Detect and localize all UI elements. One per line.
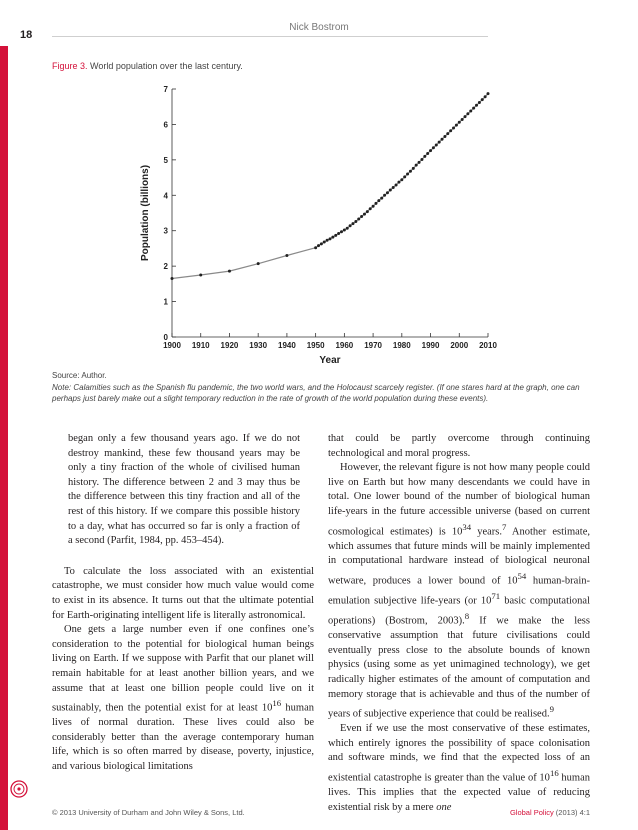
footer-copyright: © 2013 University of Durham and John Wiley & Sons, Ltd. (52, 808, 245, 817)
data-point (369, 207, 372, 210)
data-point (343, 229, 346, 232)
data-point (441, 138, 444, 141)
data-point (469, 109, 472, 112)
x-tick-label: 2000 (450, 341, 469, 350)
figure-label: Figure 3. (52, 61, 88, 71)
x-tick-label: 1900 (163, 341, 181, 350)
y-tick-label: 7 (163, 85, 168, 94)
figure-caption (52, 61, 243, 71)
data-point (354, 220, 357, 223)
running-head: Nick Bostrom (289, 22, 349, 33)
x-tick-label: 1950 (306, 341, 325, 350)
journal-name: Global Policy (509, 808, 554, 817)
data-point (403, 175, 406, 178)
y-tick-label: 4 (163, 191, 168, 201)
population-chart (52, 75, 512, 367)
x-tick-label: 1930 (249, 341, 268, 350)
data-point (334, 234, 337, 237)
data-point (346, 227, 349, 230)
data-point (452, 126, 455, 129)
data-point (363, 213, 366, 216)
x-tick-label: 1940 (278, 341, 296, 350)
data-point (366, 210, 369, 213)
data-point (400, 178, 403, 181)
data-point (329, 237, 332, 240)
data-point (487, 92, 490, 95)
x-tick-label: 1990 (421, 341, 440, 350)
x-tick-label: 1910 (191, 341, 210, 350)
data-point (481, 98, 484, 101)
data-point (392, 186, 395, 189)
data-point (429, 149, 432, 152)
data-point (323, 241, 326, 244)
paragraph: However, the relevant figure is not how many people could live on Earth but how many descendants we could have in total. One lower bound of the number of biological human life-years in the future accessible universe (based on current cosmological estimates) is $10^{34}$ years.$^7$ Another estimate, which assumes that future minds will be mainly implemented in computational hardware instead of biological neuronal wetware, produces a lower bound of $10^{54}$ human-brain-emulation subjective life-years (or $10^{71}$ basic computational operations) (Bostrom, 2003).$^8$ If we make the less conservative assumption that future civilisations could eventually press close to the absolute bounds of known physics (using some as yet unimagined technology), we get radically higher estimates of the amount of computation and memory storage that is achievable and thus of the number of years of subjective experience that could be realised.$^9$ (328, 462, 590, 720)
data-point (389, 188, 392, 191)
x-axis-title: Year (319, 355, 341, 366)
data-point (257, 262, 260, 265)
data-point (412, 167, 415, 170)
x-tick-label: 1920 (220, 341, 239, 350)
data-point (349, 224, 352, 227)
figure-note: Note: Calamities such as the Spanish flu pandemic, the two world wars, and the Holocaust scarcely register. (If one stares hard at the graph, one can perhaps just barely make out a slight temporary reduction in the rate of growth of the world population during these events). (52, 383, 580, 403)
paragraph: To calculate the loss associated with an existential catastrophe, we must consider how much value would come to exist in its absence. It turns out that the ultimate potential for Earth-originating intelligent life is literally astronomical. (52, 565, 314, 621)
data-point (423, 155, 426, 158)
data-point (475, 104, 478, 107)
paragraph: Even if we use the most conservative of these estimates, which entirely ignores the possibility of space colonisation and software minds, we find that the expected loss of an existential catastrophe is greater than the value of $10^{16}$ human lives. This implies that the expected value of reducing existential risk by a mere one (328, 723, 591, 813)
data-point (461, 118, 464, 121)
data-point (340, 230, 343, 233)
data-point (478, 101, 481, 104)
data-point (351, 222, 354, 225)
data-point (446, 132, 449, 135)
population-chart-svg (52, 75, 512, 367)
data-point (458, 121, 461, 124)
data-point (466, 112, 469, 115)
body-column-left (52, 432, 314, 775)
data-point (383, 194, 386, 197)
x-tick-label: 1970 (364, 341, 382, 350)
publisher-logo-icon (10, 780, 28, 798)
data-point (455, 124, 458, 127)
data-point (418, 161, 421, 164)
y-tick-label: 2 (163, 262, 168, 272)
x-tick-label: 1980 (392, 341, 411, 350)
footer-journal (510, 808, 590, 817)
data-point (320, 242, 323, 245)
paragraph: One gets a large number even if one confines one’s consideration to the potential for biological human beings living on Earth. If we suppose with Parfit that our planet will remain habitable for at least another billion years, and we assume that at least one billion people could live on it sustainably, then the potential exist for at least $10^{16}$ human lives of normal duration. These lives could also be considerably better than the average contemporary human life, which is so often marred by disease, poverty, injustice, and various biological limitations (52, 624, 315, 772)
header-rule (52, 36, 488, 37)
data-point (326, 239, 329, 242)
data-point (406, 173, 409, 176)
y-tick-label: 5 (163, 155, 168, 165)
body-column-right (328, 432, 590, 815)
data-point (472, 107, 475, 110)
data-point (409, 170, 412, 173)
population-series-line (172, 94, 488, 279)
data-point (372, 205, 375, 208)
data-point (199, 274, 202, 277)
data-point (314, 246, 317, 249)
y-tick-label: 1 (163, 297, 168, 307)
data-point (449, 129, 452, 132)
data-point (443, 135, 446, 138)
y-tick-label: 0 (163, 333, 168, 342)
data-point (285, 254, 288, 257)
journal-issue: (2013) 4:1 (553, 808, 590, 817)
data-point (438, 141, 441, 144)
page-number: 18 (20, 29, 33, 41)
x-tick-label: 2010 (479, 341, 497, 350)
block-quote: began only a few thousand years ago. If we do not destroy mankind, these few thousand years may be only a tiny fraction of the whole of civilised human history. The difference between 2 and 3 may thus be the difference between this tiny fraction and all of the rest of this history. If we compare this possible history to a day, what has occurred so far is only a fraction of a second (Parfit, 1984, pp. 453–454). (68, 433, 300, 547)
data-point (360, 215, 363, 218)
data-point (415, 164, 418, 167)
data-point (228, 270, 231, 273)
data-point (377, 199, 380, 202)
figure-caption-text: World population over the last century. (90, 61, 243, 71)
data-point (484, 95, 487, 98)
data-point (432, 146, 435, 149)
data-point (331, 236, 334, 239)
data-point (374, 202, 377, 205)
paragraph: that could be partly overcome through continuing technological and moral progress. (328, 433, 590, 459)
y-tick-label: 3 (163, 226, 168, 236)
data-point (317, 244, 320, 247)
data-point (395, 184, 398, 187)
data-point (337, 232, 340, 235)
data-point (464, 115, 467, 118)
data-point (435, 143, 438, 146)
y-tick-label: 6 (163, 120, 168, 130)
y-axis-title: Population (billions) (140, 164, 151, 262)
data-point (386, 191, 389, 194)
data-point (426, 152, 429, 155)
data-point (420, 158, 423, 161)
data-point (171, 277, 174, 280)
x-tick-label: 1960 (335, 341, 354, 350)
data-point (380, 197, 383, 200)
data-point (357, 218, 360, 221)
data-point (397, 181, 400, 184)
figure-source: Source: Author. (52, 371, 107, 380)
journal-color-bar (0, 46, 8, 830)
